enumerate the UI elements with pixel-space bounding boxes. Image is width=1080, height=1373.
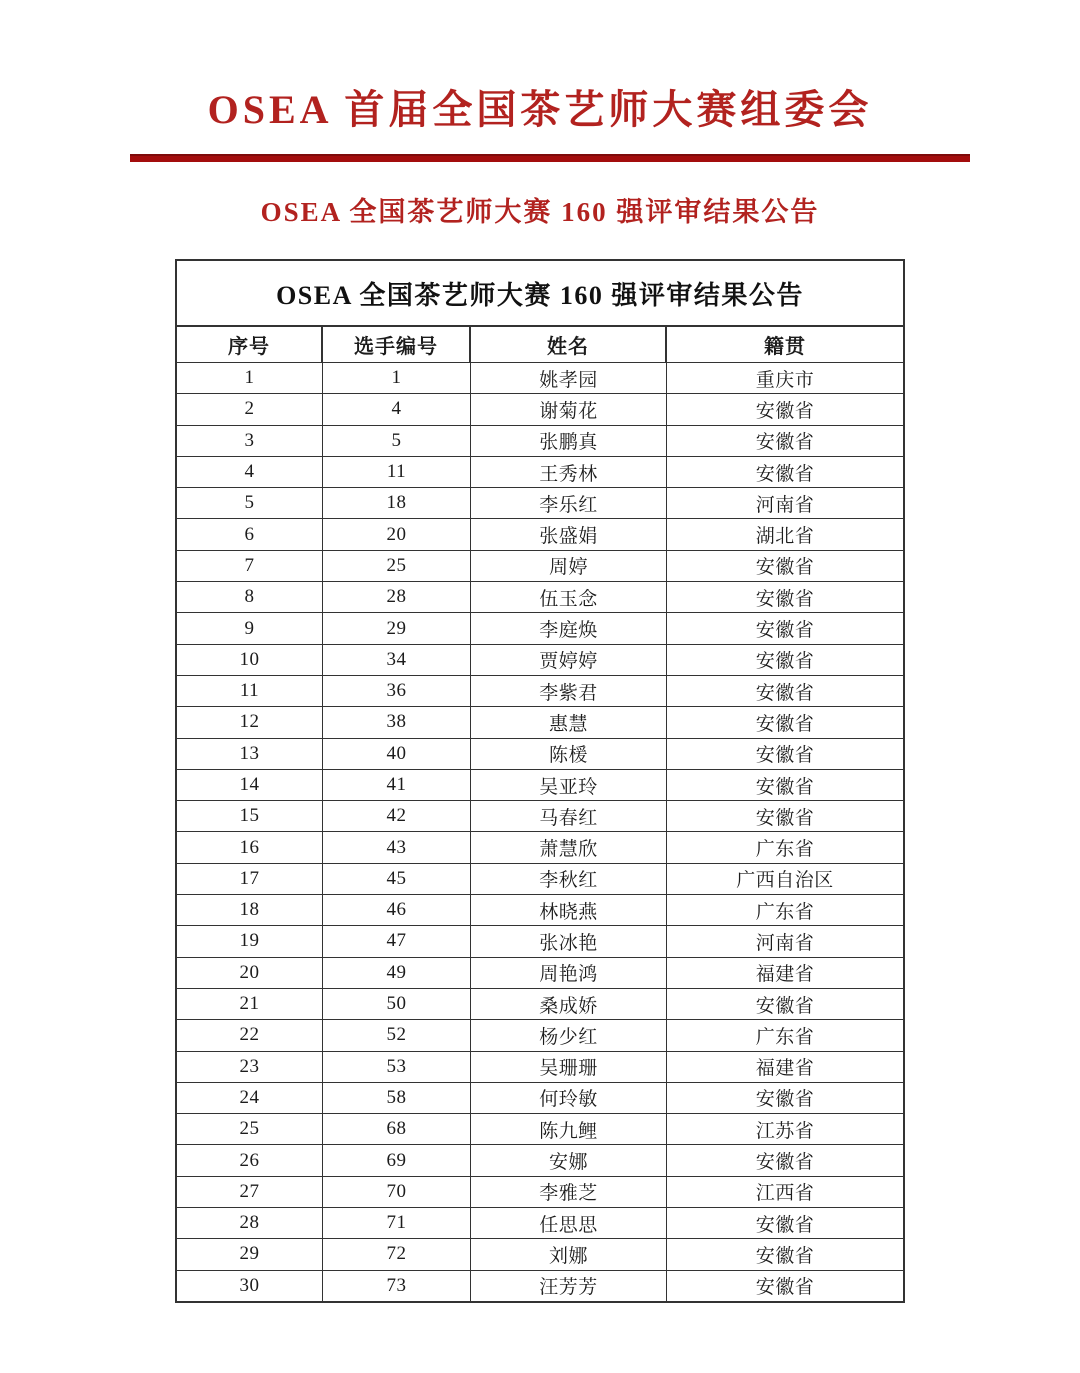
contestant-no-cell: 73 xyxy=(323,1271,471,1301)
table-row xyxy=(177,675,903,706)
name-cell: 马春红 xyxy=(471,801,667,831)
origin-cell: 安徽省 xyxy=(755,432,815,454)
contestant-no-cell: 70 xyxy=(323,1177,471,1207)
origin-cell: 安徽省 xyxy=(755,588,815,610)
serial-cell: 11 xyxy=(177,676,323,706)
main-title: OSEA 首届全国茶艺师大赛组委会 xyxy=(207,87,873,132)
origin-cell: 安徽省 xyxy=(755,557,815,579)
table-row xyxy=(177,769,903,800)
name-cell: 任思思 xyxy=(471,1208,667,1238)
contestant-no-cell: 72 xyxy=(323,1239,471,1269)
origin-cell: 安徽省 xyxy=(755,1152,815,1174)
name-cell: 何玲敏 xyxy=(471,1083,667,1113)
contestant-no-cell: 41 xyxy=(323,770,471,800)
origin-cell: 安徽省 xyxy=(755,682,815,704)
table-row xyxy=(177,550,903,581)
table-row xyxy=(177,1082,903,1113)
table-header-row xyxy=(177,325,903,362)
contestant-no-cell: 1 xyxy=(323,363,471,393)
results-table xyxy=(175,259,905,1303)
serial-cell: 24 xyxy=(177,1083,323,1113)
origin-cell: 广西自治区 xyxy=(736,870,834,892)
contestant-no-cell: 20 xyxy=(323,519,471,549)
origin-cell: 安徽省 xyxy=(755,620,815,642)
origin-cell: 安徽省 xyxy=(755,776,815,798)
origin-cell: 安徽省 xyxy=(755,1277,815,1299)
serial-cell: 10 xyxy=(177,645,323,675)
name-cell: 惠慧 xyxy=(471,707,667,737)
contestant-no-cell: 47 xyxy=(323,926,471,956)
origin-cell: 江苏省 xyxy=(755,1120,815,1142)
name-cell: 李秋红 xyxy=(471,864,667,894)
table-row xyxy=(177,1176,903,1207)
serial-cell: 19 xyxy=(177,926,323,956)
name-cell: 杨少红 xyxy=(471,1020,667,1050)
origin-cell: 安徽省 xyxy=(755,463,815,485)
name-cell: 谢菊花 xyxy=(471,394,667,424)
table-title: OSEA 全国茶艺师大赛 160 强评审结果公告 xyxy=(276,280,804,310)
origin-cell: 安徽省 xyxy=(755,651,815,673)
name-cell: 李庭焕 xyxy=(471,613,667,643)
origin-cell: 广东省 xyxy=(755,1026,815,1048)
origin-cell: 安徽省 xyxy=(755,713,815,735)
name-cell: 陈楥 xyxy=(471,739,667,769)
table-row xyxy=(177,738,903,769)
contestant-no-cell: 43 xyxy=(323,832,471,862)
serial-cell: 5 xyxy=(177,488,323,518)
table-row xyxy=(177,644,903,675)
contestant-no-cell: 71 xyxy=(323,1208,471,1238)
name-cell: 林晓燕 xyxy=(471,895,667,925)
serial-cell: 25 xyxy=(177,1114,323,1144)
contestant-no-cell: 5 xyxy=(323,426,471,456)
name-cell: 李乐红 xyxy=(471,488,667,518)
table-row xyxy=(177,1207,903,1238)
column-header-name-cell: 姓名 xyxy=(471,327,667,362)
name-cell: 刘娜 xyxy=(471,1239,667,1269)
name-cell: 周婷 xyxy=(471,551,667,581)
contestant-no-cell: 49 xyxy=(323,958,471,988)
table-row xyxy=(177,1270,903,1301)
name-cell: 李雅芝 xyxy=(471,1177,667,1207)
origin-cell: 重庆市 xyxy=(755,369,815,391)
origin-cell: 安徽省 xyxy=(755,995,815,1017)
origin-cell: 广东省 xyxy=(755,901,815,923)
serial-cell: 14 xyxy=(177,770,323,800)
column-header-contestant-no-cell: 选手编号 xyxy=(323,327,471,362)
origin-cell: 河南省 xyxy=(755,494,815,516)
table-row xyxy=(177,425,903,456)
column-header-serial-cell: 序号 xyxy=(177,327,323,362)
name-cell: 李紫君 xyxy=(471,676,667,706)
table-row xyxy=(177,863,903,894)
contestant-no-cell: 40 xyxy=(323,739,471,769)
contestant-no-cell: 53 xyxy=(323,1052,471,1082)
serial-cell: 23 xyxy=(177,1052,323,1082)
table-row xyxy=(177,487,903,518)
contestant-no-cell: 4 xyxy=(323,394,471,424)
contestant-no-cell: 29 xyxy=(323,613,471,643)
name-cell: 周艳鸿 xyxy=(471,958,667,988)
table-row xyxy=(177,831,903,862)
column-header-origin-cell: 籍贯 xyxy=(764,336,806,358)
table-row xyxy=(177,1113,903,1144)
origin-cell: 安徽省 xyxy=(755,1245,815,1267)
serial-cell: 3 xyxy=(177,426,323,456)
origin-cell: 河南省 xyxy=(755,932,815,954)
table-row xyxy=(177,800,903,831)
table-row xyxy=(177,456,903,487)
serial-cell: 22 xyxy=(177,1020,323,1050)
table-row xyxy=(177,362,903,393)
table-row xyxy=(177,393,903,424)
contestant-no-cell: 34 xyxy=(323,645,471,675)
serial-cell: 20 xyxy=(177,958,323,988)
serial-cell: 7 xyxy=(177,551,323,581)
contestant-no-cell: 11 xyxy=(323,457,471,487)
name-cell: 安娜 xyxy=(471,1145,667,1175)
serial-cell: 16 xyxy=(177,832,323,862)
table-row xyxy=(177,581,903,612)
origin-cell: 安徽省 xyxy=(755,1089,815,1111)
name-cell: 张鹏真 xyxy=(471,426,667,456)
table-row xyxy=(177,518,903,549)
origin-cell: 湖北省 xyxy=(755,526,815,548)
serial-cell: 21 xyxy=(177,989,323,1019)
red-divider-rule xyxy=(130,154,970,162)
contestant-no-cell: 52 xyxy=(323,1020,471,1050)
table-row xyxy=(177,1019,903,1050)
serial-cell: 30 xyxy=(177,1271,323,1301)
origin-cell: 安徽省 xyxy=(755,400,815,422)
contestant-no-cell: 42 xyxy=(323,801,471,831)
table-row xyxy=(177,706,903,737)
origin-cell: 安徽省 xyxy=(755,807,815,829)
serial-cell: 2 xyxy=(177,394,323,424)
serial-cell: 12 xyxy=(177,707,323,737)
name-cell: 贾婷婷 xyxy=(471,645,667,675)
table-row xyxy=(177,925,903,956)
serial-cell: 4 xyxy=(177,457,323,487)
serial-cell: 18 xyxy=(177,895,323,925)
serial-cell: 9 xyxy=(177,613,323,643)
table-row xyxy=(177,988,903,1019)
name-cell: 陈九鲤 xyxy=(471,1114,667,1144)
serial-cell: 15 xyxy=(177,801,323,831)
serial-cell: 13 xyxy=(177,739,323,769)
origin-cell: 福建省 xyxy=(755,964,815,986)
table-row xyxy=(177,1051,903,1082)
announcement-subtitle: OSEA 全国茶艺师大赛 160 强评审结果公告 xyxy=(260,197,820,227)
name-cell: 汪芳芳 xyxy=(471,1271,667,1301)
name-cell: 吴亚玲 xyxy=(471,770,667,800)
contestant-no-cell: 46 xyxy=(323,895,471,925)
name-cell: 张盛娟 xyxy=(471,519,667,549)
table-row xyxy=(177,957,903,988)
contestant-no-cell: 69 xyxy=(323,1145,471,1175)
serial-cell: 27 xyxy=(177,1177,323,1207)
contestant-no-cell: 18 xyxy=(323,488,471,518)
serial-cell: 6 xyxy=(177,519,323,549)
name-cell: 桑成娇 xyxy=(471,989,667,1019)
name-cell: 姚孝园 xyxy=(471,363,667,393)
origin-cell: 广东省 xyxy=(755,839,815,861)
serial-cell: 17 xyxy=(177,864,323,894)
contestant-no-cell: 36 xyxy=(323,676,471,706)
name-cell: 吴珊珊 xyxy=(471,1052,667,1082)
contestant-no-cell: 38 xyxy=(323,707,471,737)
contestant-no-cell: 50 xyxy=(323,989,471,1019)
name-cell: 王秀林 xyxy=(471,457,667,487)
serial-cell: 8 xyxy=(177,582,323,612)
table-body xyxy=(177,362,903,1301)
serial-cell: 1 xyxy=(177,363,323,393)
table-row xyxy=(177,1144,903,1175)
serial-cell: 28 xyxy=(177,1208,323,1238)
contestant-no-cell: 68 xyxy=(323,1114,471,1144)
contestant-no-cell: 58 xyxy=(323,1083,471,1113)
contestant-no-cell: 25 xyxy=(323,551,471,581)
name-cell: 萧慧欣 xyxy=(471,832,667,862)
name-cell: 张冰艳 xyxy=(471,926,667,956)
name-cell: 伍玉念 xyxy=(471,582,667,612)
table-row xyxy=(177,1238,903,1269)
contestant-no-cell: 28 xyxy=(323,582,471,612)
serial-cell: 26 xyxy=(177,1145,323,1175)
origin-cell: 安徽省 xyxy=(755,1214,815,1236)
origin-cell: 安徽省 xyxy=(755,745,815,767)
origin-cell: 福建省 xyxy=(755,1058,815,1080)
serial-cell: 29 xyxy=(177,1239,323,1269)
table-row xyxy=(177,612,903,643)
table-row xyxy=(177,894,903,925)
origin-cell: 江西省 xyxy=(755,1183,815,1205)
contestant-no-cell: 45 xyxy=(323,864,471,894)
